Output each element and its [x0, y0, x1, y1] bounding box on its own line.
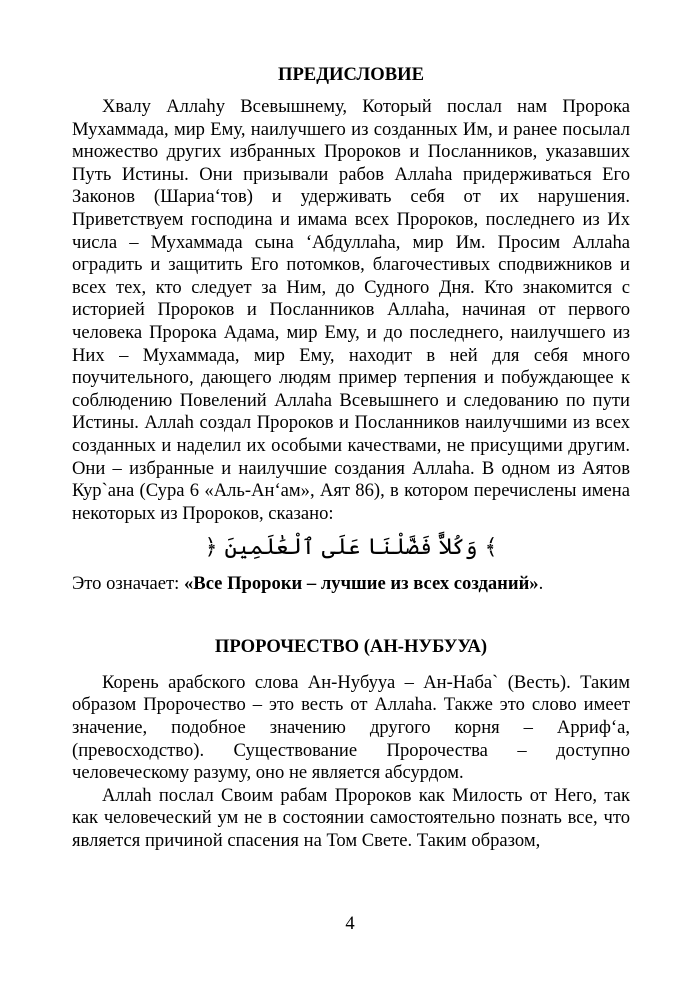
- section-heading-preface: ПРЕДИСЛОВИЕ: [277, 64, 425, 85]
- document-page: [72, 56, 630, 853]
- page-number: 4: [345, 913, 355, 934]
- preface-paragraph: Хвалу Аллаhу Всевышнему, Который послал нам Пророка Мухаммада, мир Ему, наилучшего из созданных Им, и ранее посылал множество других избранных Пророков и Посланников, указавших Путь Истины. Они призывали рабов Аллаhа придерживаться Его Законов (Шариа‘тов) и удерживать себя от их нарушения. Приветствуем господина и имама всех Пророков, последнего из Их числа – Мухаммада сына ‘Абдуллаhа, мир Им. Просим Аллаhа оградить и защитить Его потомков, благочестивых сподвижников и всех тех, кто следует за Ним, до Судного Дня. Кто знакомится с историей Пророков и Посланников Аллаhа, начиная от первого человека Пророка Адама, мир Ему, и до последнего, наилучшего из Них – Мухаммада, мир Ему, находит в ней для себя много поучительного, дающего людям пример терпения и побуждающее к соблюдению Повелений Аллаhа Всевышнего и следованию по пути Истины. Аллаh создал Пророков и Посланников наилучшими из всех созданных и наделил их особыми качествами, не присущими другим. Они – избранные и наилучшие создания Аллаhа. В одном из Аятов Кур`ана (Сура 6 «Аль-Ан‘ам», Аят 86), в котором перечислены имена некоторых из Пророков, сказано:: [72, 96, 630, 524]
- verse-meaning: [72, 573, 630, 596]
- verse-meaning-prefix: Это означает:: [72, 573, 184, 595]
- section-heading-prophethood: ПРОРОЧЕСТВО (АН-НУБУУА): [214, 635, 488, 657]
- quran-verse: ﴾ وَكُلاًّ فَضَّلْنَا عَلَى ٱلْعَٰلَمِينَ ﴿: [204, 535, 498, 561]
- verse-meaning-suffix: .: [538, 573, 544, 595]
- prophethood-paragraph-1: Корень арабского слова Ан-Нубууа – Ан-Наба` (Весть). Таким образом Пророчество – это весть от Аллаhа. Также это слово имеет значение, подобное значению другого корня – Арриф‘а, (превосходство). Существование Пророчества – доступно человеческому разуму, оно не является абсурдом.: [72, 671, 630, 784]
- verse-meaning-bold: «Все Пророки – лучшие из всех созданий»: [184, 573, 539, 595]
- prophethood-paragraph-2: Аллаh послал Своим рабам Пророков как Милость от Него, так как человеческий ум не в состоянии самостоятельно познать все, что является причиной спасения на Том Свете. Таким образом,: [72, 784, 630, 852]
